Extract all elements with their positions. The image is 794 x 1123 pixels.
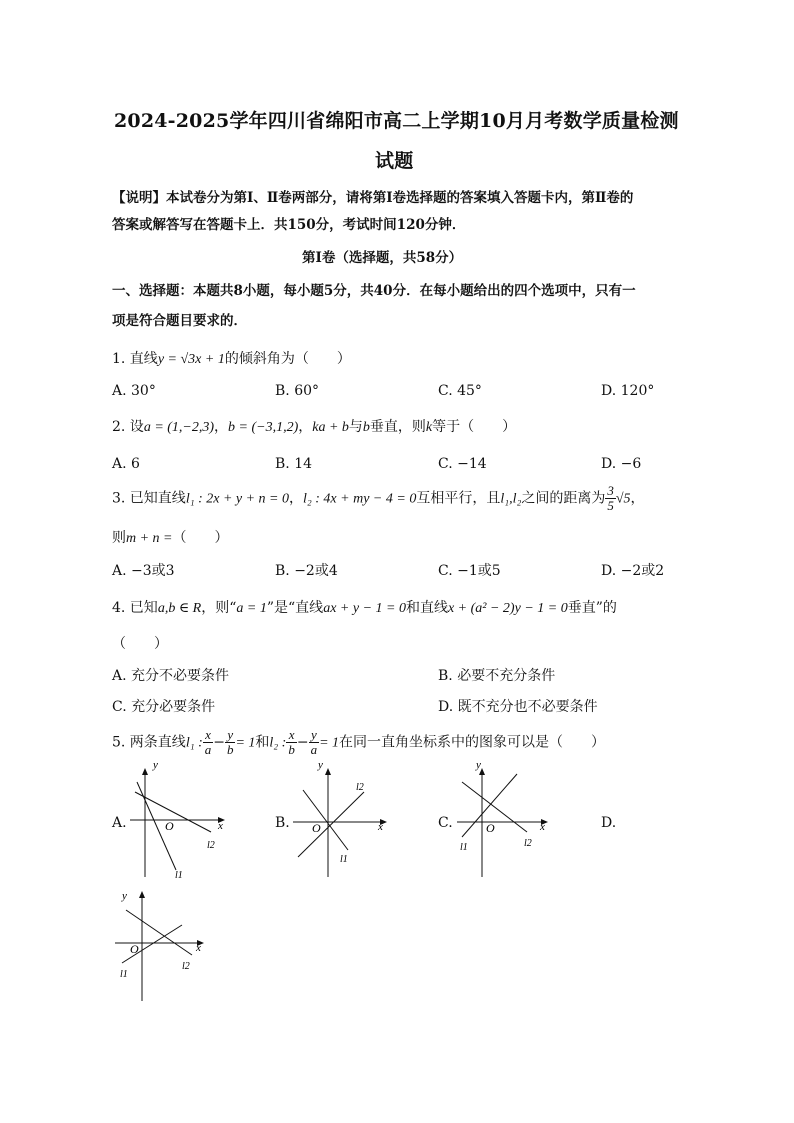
line-l1 (303, 790, 348, 850)
q5-l1-label: l₁ : (185, 735, 203, 751)
y-axis-arrow (139, 891, 145, 898)
q2-option-d: D. −6 (601, 456, 642, 472)
q4-set: a,b ∈ R (157, 601, 202, 616)
l1-label: l1 (175, 870, 183, 880)
q1-suffix: 的倾斜角为（ ） (224, 351, 351, 367)
q2-suffix: 等于（ ） (432, 419, 517, 435)
l1-label: l1 (120, 969, 128, 980)
q5-option-c-label: C. (438, 815, 453, 831)
question-5: 5. 两条直线l₁ : $\frac{x}{a}$ − $\frac{y}{b}$ = 1和l₂ : $\frac{x}{b}$ − $\frac{y}{a}$ = 1在同一直角坐标系中的图象可以是（ ） (112, 727, 606, 757)
q2-mid2: 垂直，则 (369, 419, 426, 435)
question-3 (112, 484, 645, 513)
q3-option-b: B. −2或4 (275, 563, 338, 579)
q2-expr: ka + b (312, 420, 349, 435)
q1-option-b: B. 60° (275, 383, 320, 399)
y-label: y (318, 762, 323, 771)
q5-graph-c (452, 762, 562, 880)
q2-vec-a: a = (1,−2,3) (143, 420, 215, 435)
q2-k: k (425, 420, 433, 435)
y-label: y (122, 890, 127, 902)
q2-vec-b2: b (362, 420, 370, 435)
q3-sep: ， (289, 490, 304, 507)
q3-l2: l₂ : 4x + my − 4 = 0 (303, 491, 417, 507)
q1-option-c: C. 45° (438, 383, 482, 399)
q3-option-d: D. −2或2 (601, 563, 665, 579)
q5-option-d-label: D. (601, 815, 617, 831)
q5-l2-label: l₂ : (269, 735, 287, 751)
q2-option-b: B. 14 (275, 456, 313, 472)
q1-option-a: A. 30° (112, 383, 156, 399)
q2-vec-b: b = (−3,1,2) (228, 420, 299, 435)
q5-graph-b (288, 762, 398, 880)
q2-mid: 与 (348, 419, 363, 435)
q1-prefix: 1. 直线 (112, 351, 158, 367)
q2-option-a: A. 6 (112, 456, 140, 472)
q3-end: ， (630, 490, 645, 507)
q2-sep1: ， (214, 419, 229, 435)
q4-cond: a = 1 (236, 601, 267, 616)
q4-option-d: D. 既不充分也不必要条件 (438, 699, 598, 715)
part1-line-1: 一、选择题：本题共8小题，每小题5分，共40分．在每小题给出的四个选项中，只有一 (112, 283, 636, 299)
question-2 (112, 416, 516, 436)
question-1 (112, 348, 351, 368)
l1-label: l1 (340, 854, 348, 865)
q2-option-c: C. −14 (438, 456, 487, 472)
q5-option-a-label: A. (112, 815, 127, 831)
question-4: 4. 已知a,b ∈ R，则“a = 1”是“直线ax + y − 1 = 0和直线x + (a² − 2)y − 1 = 0垂直”的 (112, 600, 617, 616)
l2-label: l2 (182, 961, 190, 972)
q3-line-2: 则m + n =（ ） (112, 530, 229, 546)
q4-option-c: C. 充分必要条件 (112, 699, 216, 715)
q3-option-c: C. −1或5 (438, 563, 501, 579)
intro-line-2: 答案或解答写在答题卡上．共150分，考试时间120分钟． (112, 217, 466, 233)
q4-line-b: x + (a² − 2)y − 1 = 0 (447, 601, 568, 616)
q1-formula: y = √3x + 1 (157, 352, 225, 367)
q4-line-a: ax + y − 1 = 0 (323, 601, 406, 616)
q4-option-a: A. 充分不必要条件 (112, 668, 230, 684)
q1-option-d: D. 120° (601, 383, 655, 399)
q5-frac-y-b: $\frac{y}{b}$ (226, 727, 234, 757)
q5-frac-x-b: $\frac{x}{b}$ (288, 727, 295, 757)
q5-graph-d (110, 885, 220, 1005)
q3-distance-fraction: $\frac{3}{5}$ (607, 483, 614, 513)
q5-frac-x-a: $\frac{x}{a}$ (204, 727, 212, 757)
origin-label: O (486, 821, 495, 835)
q5-option-b-label: B. (275, 815, 290, 831)
l2-label: l2 (524, 838, 532, 849)
q3-mid: 互相平行，且 (416, 490, 501, 507)
y-label: y (153, 762, 158, 771)
q3-prefix: 3. 已知直线 (112, 490, 186, 507)
q4-option-b: B. 必要不充分条件 (438, 668, 556, 684)
q4-paren: （ ） (112, 636, 168, 652)
origin-label: O (312, 821, 321, 835)
y-axis-arrow (325, 768, 331, 775)
x-label: x (540, 821, 545, 833)
q5-graph-a (125, 762, 235, 880)
q3-l1: l₁ : 2x + y + n = 0 (185, 491, 290, 507)
q3-mid2: 之间的距离为 (521, 490, 606, 507)
q3-l1l2: l₁,l₂ (500, 491, 522, 507)
y-axis-arrow (142, 768, 148, 775)
intro-line-1: 【说明】本试卷分为第Ⅰ、Ⅱ卷两部分，请将第Ⅰ卷选择题的答案填入答题卡内，第Ⅱ卷的 (112, 190, 634, 206)
q5-frac-y-a: $\frac{y}{a}$ (310, 727, 318, 757)
l2-label: l2 (207, 840, 215, 851)
q3-sqrt: √5 (615, 491, 631, 507)
q2-sep2: ， (298, 419, 313, 435)
q3-expr: m + n = (126, 531, 173, 546)
l1-label: l1 (460, 842, 468, 853)
x-label: x (378, 821, 383, 833)
section-header: 第Ⅰ卷（选择题，共58分） (302, 250, 463, 266)
x-label: x (196, 942, 201, 954)
y-label: y (476, 762, 481, 771)
line-l2 (298, 792, 364, 857)
origin-label: O (130, 942, 139, 956)
q3-option-a: A. −3或3 (112, 563, 175, 579)
part1-line-2: 项是符合题目要求的． (112, 313, 247, 329)
origin-label: O (165, 819, 174, 833)
page-title-line2: 试题 (375, 150, 414, 172)
page-title: 2024-2025学年四川省绵阳市高二上学期10月月考数学质量检测 (114, 110, 679, 132)
q2-prefix: 2. 设 (112, 419, 144, 435)
l2-label: l2 (356, 782, 364, 793)
x-label: x (218, 820, 223, 832)
